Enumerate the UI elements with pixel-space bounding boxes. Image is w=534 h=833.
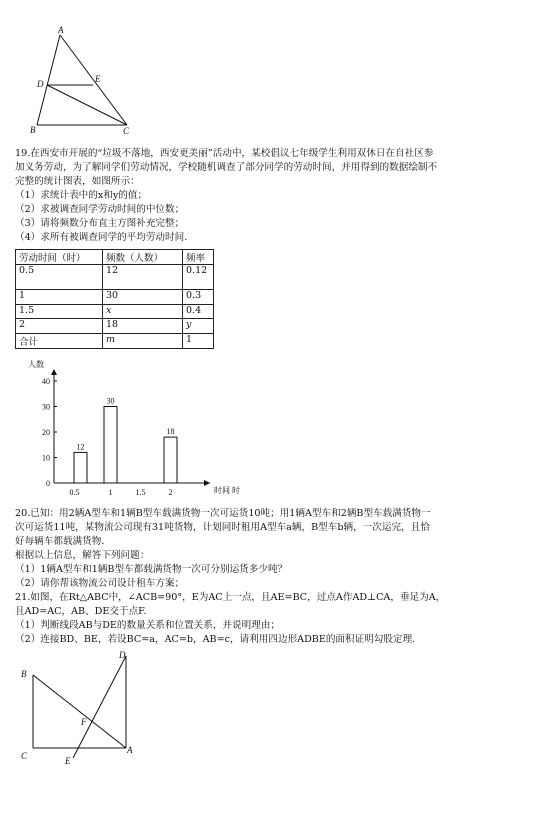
table-row — [16, 265, 214, 290]
q20-sub2: （2）请你帮该物流公司设计租车方案； — [15, 578, 185, 589]
x-axis-label: 时间 时 — [214, 486, 240, 495]
table-cell: 1 — [16, 290, 103, 305]
table-cell: 12 — [103, 265, 183, 290]
data-label: 18 — [166, 427, 175, 437]
y-axis-arrow — [51, 369, 57, 375]
label-e: E — [95, 74, 101, 84]
table-row — [16, 319, 214, 334]
table-cell: 0.5 — [16, 265, 103, 290]
x-tick-label: 1.5 — [135, 488, 146, 497]
y-tick-label: 0 — [46, 479, 50, 488]
y-tick-label: 30 — [42, 402, 50, 412]
table-row — [16, 333, 214, 348]
q20-line2: 次可运货11吨，某物流公司现有31吨货物，计划同时租用A型车a辆，B型车b辆，一次运完，且恰 — [15, 522, 430, 533]
table-cell: 0.4 — [183, 304, 214, 319]
bar — [104, 407, 117, 484]
table-row — [16, 304, 214, 319]
table-cell: 合计 — [16, 333, 103, 348]
frequency-table — [15, 249, 214, 349]
table-cell: 2 — [16, 319, 103, 334]
q19-sub2: （2）求被调查同学劳动时间的中位数； — [15, 204, 185, 215]
q19-sub1: （1）求统计表中的x和y的值； — [15, 190, 148, 201]
table-cell: y — [183, 319, 214, 334]
right-triangle-figure — [15, 650, 145, 770]
label-e: E — [65, 756, 71, 766]
table-cell: 0.3 — [183, 290, 214, 305]
table-cell: 30 — [103, 290, 183, 305]
x-tick-label: 1 — [108, 488, 113, 497]
q20-line3: 好每辆车都载满货物. — [15, 536, 105, 547]
bar — [164, 437, 177, 483]
label-b: B — [30, 125, 36, 135]
q19-line1: 19.在西安市开展的“垃圾不落地，西安更美丽”活动中，某校倡议七年级学生利用双休日在自社区参 — [15, 148, 434, 159]
label-c: C — [123, 126, 130, 136]
label-d: D — [37, 79, 44, 89]
q20-line4: 根据以上信息，解答下列问题： — [15, 550, 150, 561]
label-b: B — [21, 669, 27, 679]
q21-sub2: （2）连接BD、BE，若设BC=a，AC=b，AB=c，请利用四边形ADBE的面积证明勾股定理. — [15, 634, 416, 645]
q20-sub1: （1）1辆A型车和1辆B型车都载满货物一次可分别运货多少吨？ — [15, 564, 288, 575]
y-tick-label: 40 — [42, 377, 50, 386]
q19-line3: 完整的统计图表，如图所示： — [15, 176, 140, 187]
q20-line1: 20.已知：用2辆A型车和1辆B型车载满货物一次可运货10吨；用1辆A型车和2辆B型车载满货物一 — [15, 508, 431, 519]
q19-sub4: （4）求所有被调查同学的平均劳动时间. — [15, 232, 188, 243]
table-cell: x — [103, 304, 183, 319]
q21-line2: 且AD=AC，AB、DE交于点F. — [15, 606, 147, 617]
header-cell: 频数（人数） — [103, 250, 183, 265]
data-label: 30 — [106, 396, 115, 406]
label-d: D — [119, 650, 126, 660]
table-cell: m — [103, 333, 183, 348]
table-cell: 0.12 — [183, 265, 214, 290]
table-header-row — [16, 250, 214, 265]
x-axis-arrow — [204, 480, 210, 486]
q19-line2: 加义务劳动，为了解同学们劳动情况，学校随机调查了部分同学的劳动时间，并用得到的数据绘制不 — [15, 162, 438, 173]
header-cell: 频率 — [183, 250, 214, 265]
y-tick-label: 10 — [42, 453, 50, 463]
q19-sub3: （3）请将频数分布直主方图补充完整； — [15, 218, 185, 229]
x-tick-label: 2 — [168, 488, 173, 497]
label-a: A — [58, 25, 64, 35]
table-row — [16, 290, 214, 305]
q21-sub1: （1）判断线段AB与DE的数量关系和位置关系，并说明理由； — [15, 620, 281, 631]
table-cell: 18 — [103, 319, 183, 334]
data-label: 12 — [76, 442, 85, 452]
y-tick-label: 20 — [42, 428, 50, 437]
label-f: F — [81, 717, 87, 727]
header-cell: 劳动时间（时） — [16, 250, 103, 265]
table-cell: 1.5 — [16, 304, 103, 319]
triangle-figure-top — [25, 25, 140, 140]
bar — [74, 452, 87, 483]
table-cell: 1 — [183, 333, 214, 348]
label-a: A — [127, 745, 133, 755]
x-tick-label: 0.5 — [69, 488, 80, 497]
y-axis-label: 人数 — [28, 360, 44, 369]
histogram-chart — [20, 355, 240, 500]
q21-line1: 21.如图，在Rt△ABC中，∠ACB=90°，E为AC上一点，且AE=BC，过点A作AD⊥CA，垂足为A， — [15, 592, 446, 603]
label-c: C — [21, 751, 28, 761]
